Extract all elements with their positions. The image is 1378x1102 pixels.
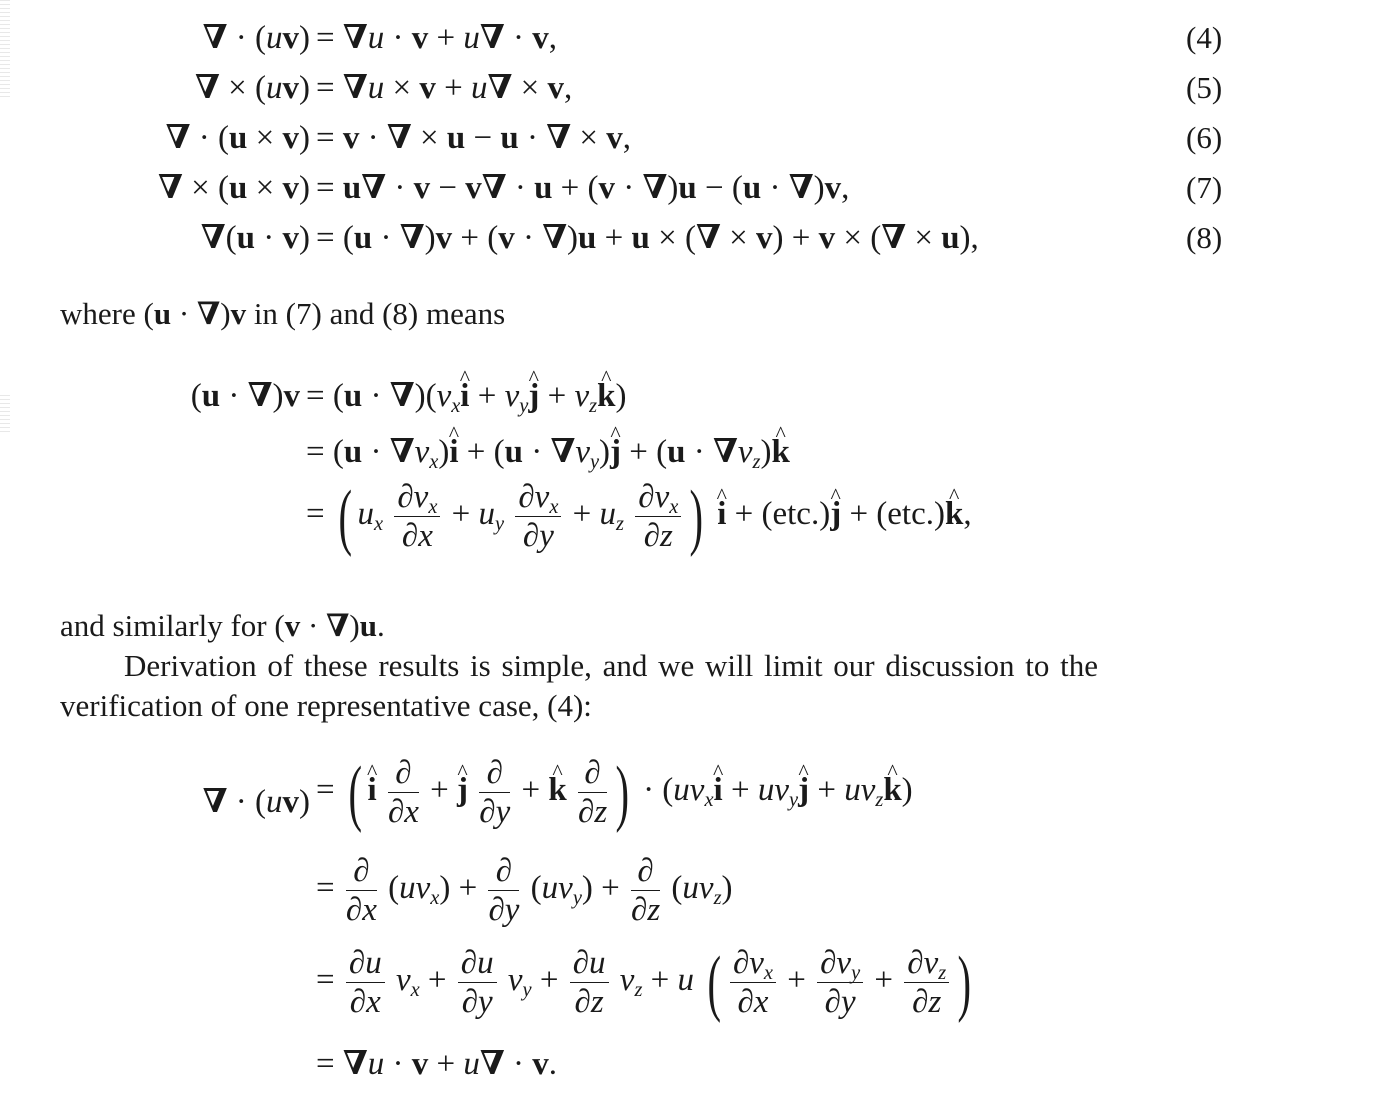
derivation-line-1: = ( i ^ $\frac{\partial}{\partial x}$ + j ^ $\frac{\partial}{\partial y}$ + k ^ $\frac{\partial}{\partial z}$ ) · ($uv_xi$ ^ + $uv_yj$ ^ + $uv_zk$ ^) xyxy=(316,754,913,831)
identity-7-rhs: = u∇ · v − v∇ · u + (v · ∇)u − (u · ∇)v, xyxy=(316,170,850,206)
identity-5-lhs: ∇ × (uv) xyxy=(195,70,310,106)
derivation-sentence-line-1: Derivation of these results is simple, and we will limit our discussion to the xyxy=(124,648,1099,683)
expansion-line-3: = ( $u_x$ $\frac{\partial v_x}{\partial x}$ + $u_y$ $\frac{\partial v_x}{\partial y}$ + $u_z$ $\frac{\partial v_x}{\partial z}$ ) i ^ + (etc.)j ^ + (etc.)k ^, xyxy=(306,478,972,555)
identity-7-lhs: ∇ × (u × v) xyxy=(158,170,310,206)
identity-8-rhs: = (u · ∇)v + (v · ∇)u + u × (∇ × v) + v × (∇ × u), xyxy=(316,220,979,256)
derivation-lhs: ∇ · (uv) xyxy=(202,784,310,820)
identity-5-rhs: = ∇u × v + u∇ × v, xyxy=(316,70,573,106)
derivation-final-line: = ∇u · v + u∇ · v. xyxy=(316,1046,557,1082)
similarly-sentence: and similarly for (v · ∇)u. xyxy=(60,608,385,643)
expansion-lhs: (u · ∇)v xyxy=(190,378,300,414)
equation-number-6: (6) xyxy=(1186,120,1223,155)
expansion-line-2: = $(u \cdot \nabla v_x)i$ ^ + $(u \cdot \nabla v_y)j$ ^ + $(u \cdot \nabla v_z)k$ ^ xyxy=(306,432,790,472)
where-sentence: where (u · ∇)v in (7) and (8) means xyxy=(60,296,506,331)
equation-number-7: (7) xyxy=(1186,170,1223,205)
identity-6-lhs: ∇ · (u × v) xyxy=(165,120,310,156)
expansion-line-1: = $(u \cdot \nabla)(v_xi$ ^ + $v_yj$ ^ + $v_zk$ ^) xyxy=(306,376,626,416)
scan-margin-mark xyxy=(0,395,10,435)
identity-4-rhs: = ∇u · v + u∇ · v, xyxy=(316,20,557,56)
equation-number-8: (8) xyxy=(1186,220,1223,255)
derivation-line-3: = $\frac{\partial u}{\partial x}$ $v_x$ + $\frac{\partial u}{\partial y}$ $v_y$ + $\frac{\partial u}{\partial z}$ $v_z + u$ ( $\frac{\partial v_x}{\partial x}$ + $\frac{\partial v_y}{\partial y}$ + $\frac{\partial v_z}{\partial z}$ ) xyxy=(316,941,972,1024)
equation-number-5: (5) xyxy=(1186,70,1223,105)
derivation-line-2: = $\frac{\partial}{\partial x}$ $(uv_x)$ + $\frac{\partial}{\partial y}$ $(uv_y)$ + $\frac{\partial}{\partial z}$ $(uv_z)$ xyxy=(316,853,733,928)
identity-4-lhs: ∇ · (uv) xyxy=(202,20,310,56)
identity-8-lhs: ∇(u · v) xyxy=(200,220,310,256)
identity-6-rhs: = v · ∇ × u − u · ∇ × v, xyxy=(316,120,631,156)
scan-margin-mark xyxy=(0,0,10,100)
derivation-sentence-line-2: verification of one representative case, (4): xyxy=(60,688,592,723)
equation-number-4: (4) xyxy=(1186,20,1223,55)
